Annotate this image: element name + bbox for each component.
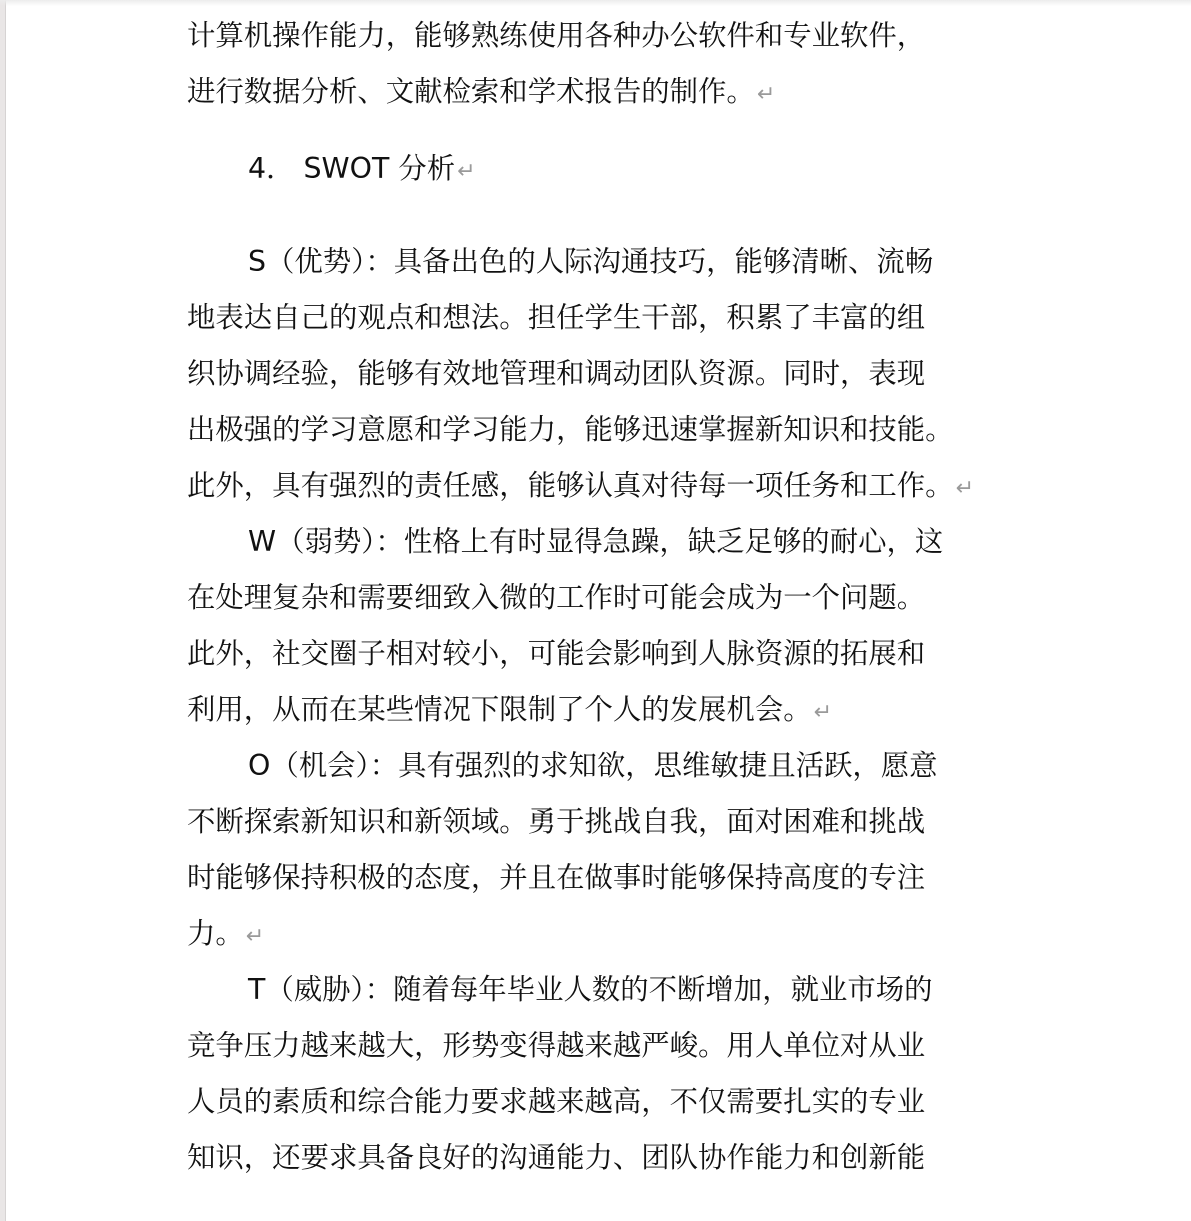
page-top-shadow: [0, 0, 1191, 6]
swot-label-opportunity: O（机会）：: [248, 749, 399, 782]
text-line: [187, 802, 925, 842]
section-heading: [248, 149, 476, 189]
heading-number: 4．: [248, 152, 295, 185]
body-text: 地表达自己的观点和想法。担任学生干部，积累了丰富的组: [187, 301, 926, 334]
body-text: 力。: [187, 917, 244, 950]
paragraph-mark-icon: ↵: [813, 700, 833, 725]
heading-title: SWOT 分析: [303, 152, 456, 185]
body-text: 利用，从而在某些情况下限制了个人的发展机会。: [187, 693, 812, 726]
body-text: 进行数据分析、文献检索和学术报告的制作。: [187, 75, 755, 108]
text-line: [187, 858, 925, 898]
text-line: [187, 690, 832, 730]
text-line: [187, 634, 925, 674]
text-line: [187, 16, 925, 56]
body-text: 人员的素质和综合能力要求越来越高，不仅需要扎实的专业: [187, 1085, 926, 1118]
text-line: [187, 72, 775, 112]
swot-label-weakness: W（弱势）：: [248, 525, 404, 558]
body-text: 具备出色的人际沟通技巧，能够清晰、流畅: [393, 245, 934, 278]
text-line: [187, 1082, 925, 1122]
swot-weakness-first-line: [248, 522, 943, 562]
paragraph-mark-icon: ↵: [245, 924, 265, 949]
body-text: 具有强烈的求知欲，思维敏捷且活跃，愿意: [398, 749, 938, 782]
body-text: 知识，还要求具备良好的沟通能力、团队协作能力和创新能: [187, 1141, 926, 1174]
body-text: 不断探索新知识和新领域。勇于挑战自我，面对困难和挑战: [187, 805, 926, 838]
paragraph-mark-icon: ↵: [955, 476, 974, 501]
body-text: 时能够保持积极的态度，并且在做事时能够保持高度的专注: [187, 861, 926, 894]
body-text: 竞争压力越来越大，形势变得越来越严峻。用人单位对从业: [187, 1029, 926, 1062]
text-line: [187, 354, 925, 394]
document-window-edge: [0, 0, 6, 1221]
swot-opportunity-first-line: [248, 746, 938, 786]
body-text: 此外，具有强烈的责任感，能够认真对待每一项任务和工作。: [187, 469, 954, 502]
text-line: [187, 1138, 925, 1178]
body-text: 性格上有时显得急躁，缺乏足够的耐心，这: [403, 525, 944, 558]
swot-label-strength: S（优势）：: [248, 245, 394, 278]
body-text: 随着每年毕业人数的不断增加，就业市场的: [393, 973, 933, 1006]
swot-strength-first-line: [248, 242, 933, 282]
text-line: [187, 578, 925, 618]
text-line: [187, 466, 974, 506]
text-line: [187, 298, 925, 338]
text-line: [187, 410, 954, 450]
body-text: 出极强的学习意愿和学习能力，能够迅速掌握新知识和技能。: [187, 413, 954, 446]
body-text: 此外，社交圈子相对较小，可能会影响到人脉资源的拓展和: [187, 637, 926, 670]
paragraph-mark-icon: ↵: [457, 159, 476, 184]
text-line: [187, 914, 264, 954]
text-line: [187, 1026, 925, 1066]
body-text: 计算机操作能力，能够熟练使用各种办公软件和专业软件，: [187, 19, 926, 52]
swot-label-threat: T（威胁）：: [248, 973, 394, 1006]
swot-threat-first-line: [248, 970, 933, 1010]
paragraph-mark-icon: ↵: [756, 82, 776, 107]
body-text: 织协调经验，能够有效地管理和调动团队资源。同时，表现: [187, 357, 926, 390]
body-text: 在处理复杂和需要细致入微的工作时可能会成为一个问题。: [187, 581, 926, 614]
